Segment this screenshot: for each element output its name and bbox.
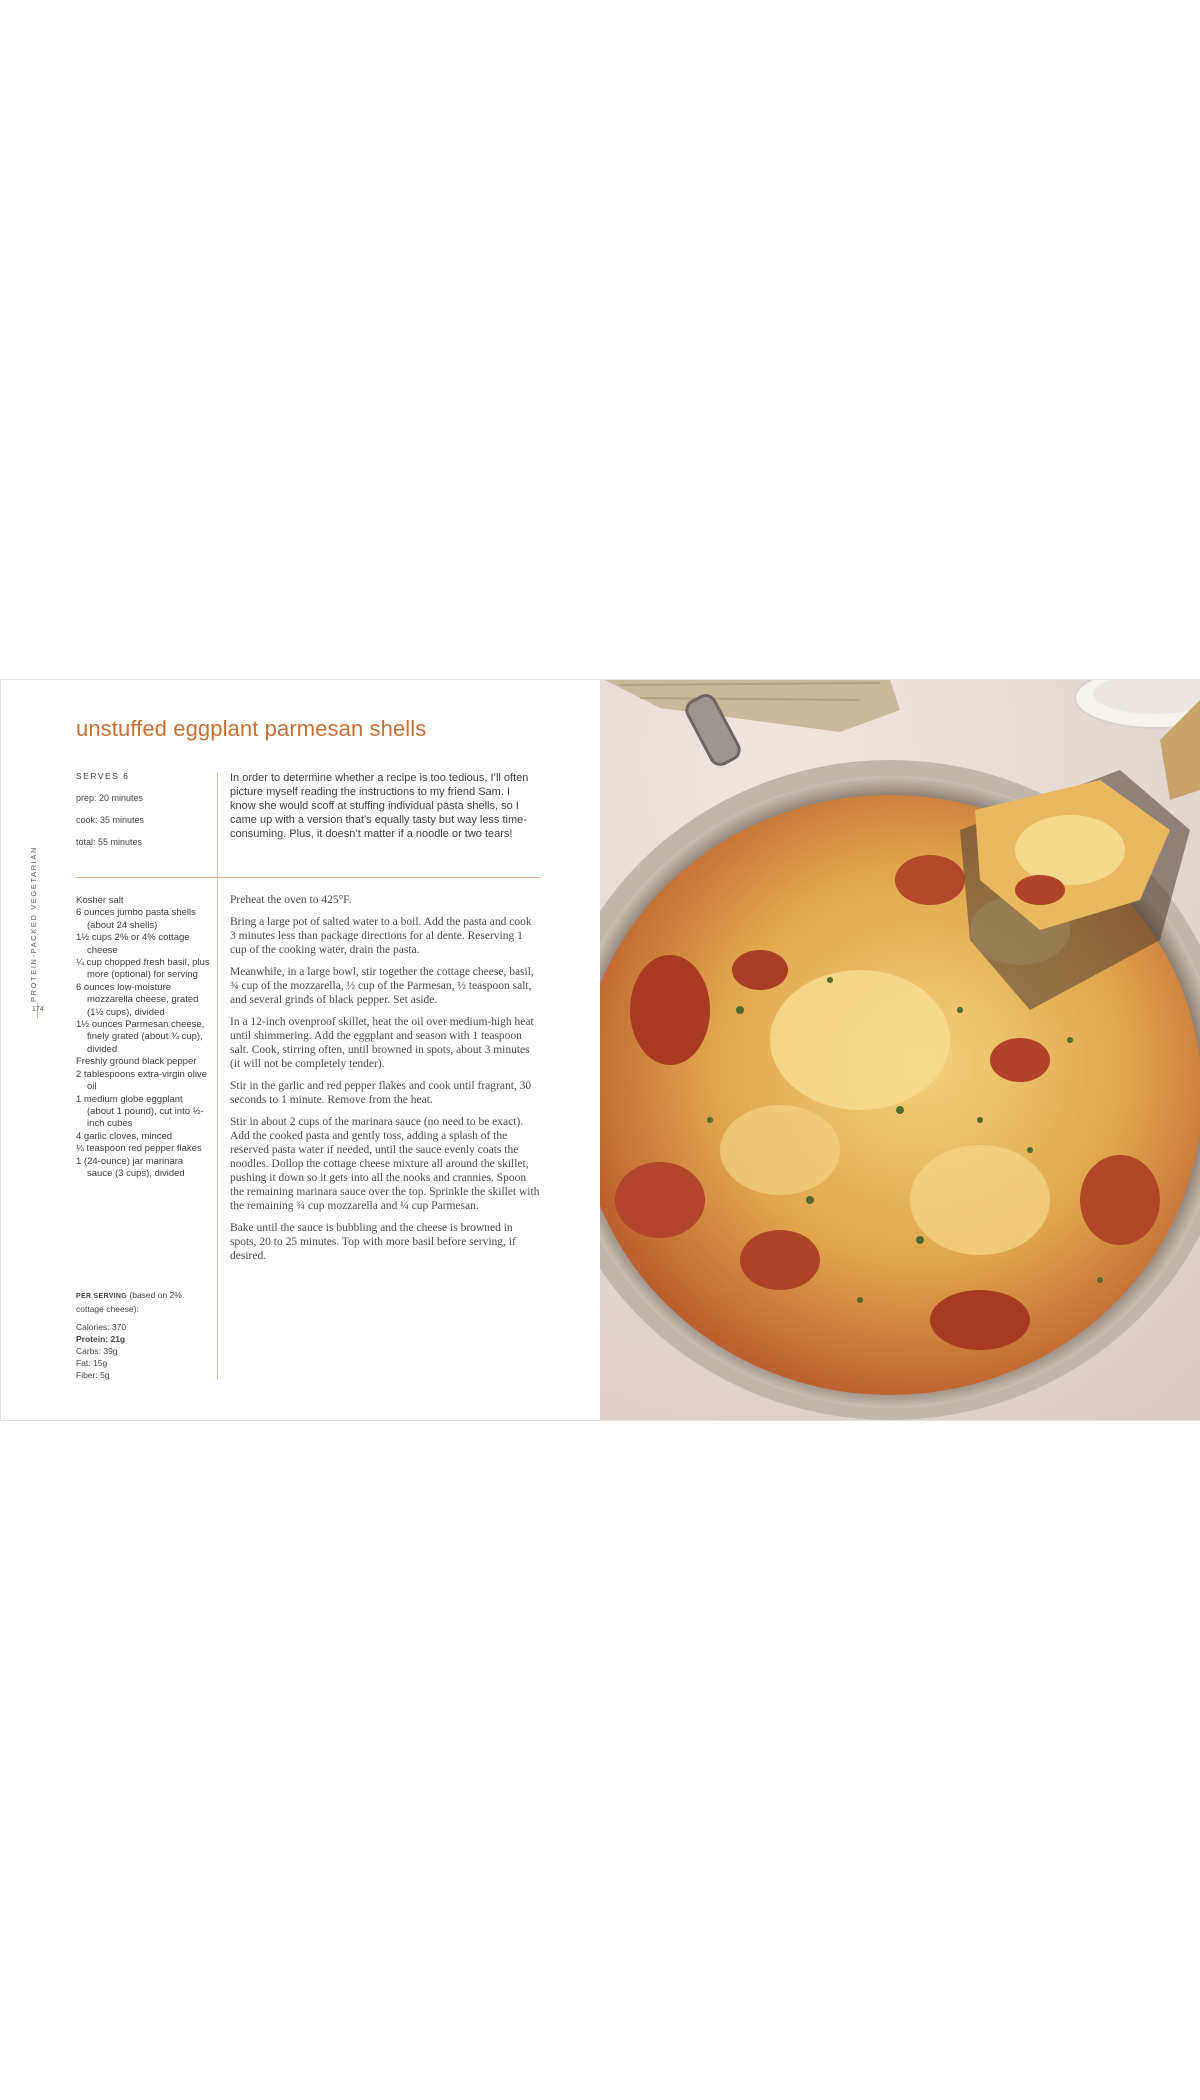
total-time: total: 55 minutes: [76, 837, 143, 847]
ingredient-item: ¼ cup chopped fresh basil, plus more (optional) for serving: [76, 957, 210, 981]
ingredient-item: 4 garlic cloves, minced: [76, 1130, 173, 1142]
carbs-value: Carbs: 39g: [76, 1346, 118, 1356]
ingredient-item: 1 (24-ounce) jar marinara sauce (3 cups), divided: [76, 1155, 185, 1179]
section-divider: [76, 877, 541, 878]
per-serving-basis: (based on 2% cottage cheese):: [76, 1290, 182, 1314]
recipe-meta: [76, 771, 206, 859]
recipe-page: [0, 680, 600, 1420]
ingredients-list: [76, 895, 211, 1180]
prep-time: prep: 20 minutes: [76, 793, 144, 803]
serves-label: SERVES 6: [76, 771, 130, 781]
nutrition-info: [76, 1289, 211, 1381]
recipe-photo: [600, 680, 1200, 1420]
method-steps: [230, 893, 540, 1271]
method-step: In a 12-inch ovenproof skillet, heat the oil over medium-high heat until shimmering. Add the eggplant and season with 1 teaspoon salt. Cook, stirring often, until browned in spots, about 3 minutes (it will not be completely tender).: [230, 1016, 534, 1070]
method-step: Meanwhile, in a large bowl, stir together the cottage cheese, basil, ¾ cup of the mozzarella, ½ cup of the Parmesan, ½ teaspoon salt, and several grinds of black pepper. Set aside.: [230, 966, 534, 1006]
column-divider: [217, 772, 218, 1380]
ingredient-item: 2 tablespoons extra-virgin olive oil: [76, 1068, 207, 1093]
recipe-title: unstuffed eggplant parmesan shells: [76, 716, 427, 741]
method-step: Bake until the sauce is bubbling and the cheese is browned in spots, 20 to 25 minutes. Top with more basil before serving, if desired.: [230, 1222, 516, 1262]
page-number: 174: [32, 1006, 44, 1013]
per-serving-heading: [76, 1289, 211, 1315]
method-step: Preheat the oven to 425°F.: [230, 894, 352, 906]
per-serving-label: PER SERVING: [76, 1293, 128, 1300]
ingredient-item: Kosher salt: [76, 895, 124, 906]
recipe-intro: In order to determine whether a recipe is too tedious, I’ll often picture myself reading the instructions to my friend Sam. I know she would scoff at stuffing individual pasta shells, so I came up with a version that’s equally tasty but way less time-consuming. Plus, it doesn’t matter if a noodle or two tears!: [230, 772, 529, 840]
section-label: PROTEIN-PACKED VEGETARIAN: [29, 846, 38, 1002]
book-spread: [0, 679, 1200, 1421]
calories-value: Calories: 370: [76, 1322, 127, 1332]
method-step: Stir in about 2 cups of the marinara sauce (no need to be exact). Add the cooked pasta and gently toss, adding a splash of the reserved pasta water if needed, until the sauce evenly coats the noodles. Dollop the cottage cheese mixture all around the skillet, pushing it down so it gets into all the nooks and crannies. Spoon the remaining marinara sauce over the top. Sprinkle the skillet with the remaining ¾ cup mozzarella and ¼ cup Parmesan.: [230, 1116, 540, 1212]
ingredient-item: 1½ cups 2% or 4% cottage cheese: [76, 932, 190, 956]
method-step: Stir in the garlic and red pepper flakes and cook until fragrant, 30 seconds to 1 minute. Remove from the heat.: [230, 1080, 532, 1106]
ingredient-item: 1½ ounces Parmesan cheese, finely grated (about ¾ cup), divided: [76, 1019, 205, 1055]
cook-time: cook: 35 minutes: [76, 815, 145, 825]
protein-value: Protein: 21g: [76, 1334, 126, 1344]
ingredient-item: 6 ounces low-moisture mozzarella cheese, grated (1½ cups), divided: [76, 981, 199, 1018]
fat-value: Fat: 15g: [76, 1358, 108, 1368]
method-step: Bring a large pot of salted water to a boil. Add the pasta and cook 3 minutes less than package directions for al dente. Reserving 1 cup of the cooking water, drain the pasta.: [230, 916, 532, 956]
ingredient-item: ¼ teaspoon red pepper flakes: [76, 1143, 202, 1155]
ingredient-item: 1 medium globe eggplant (about 1 pound), cut into ½-inch cubes: [76, 1093, 204, 1130]
fiber-value: Fiber: 5g: [76, 1370, 110, 1380]
skillet-pasta-photo: [600, 680, 1200, 1420]
ingredient-item: Freshly ground black pepper: [76, 1056, 197, 1068]
ingredient-item: 6 ounces jumbo pasta shells (about 24 shells): [76, 907, 196, 931]
